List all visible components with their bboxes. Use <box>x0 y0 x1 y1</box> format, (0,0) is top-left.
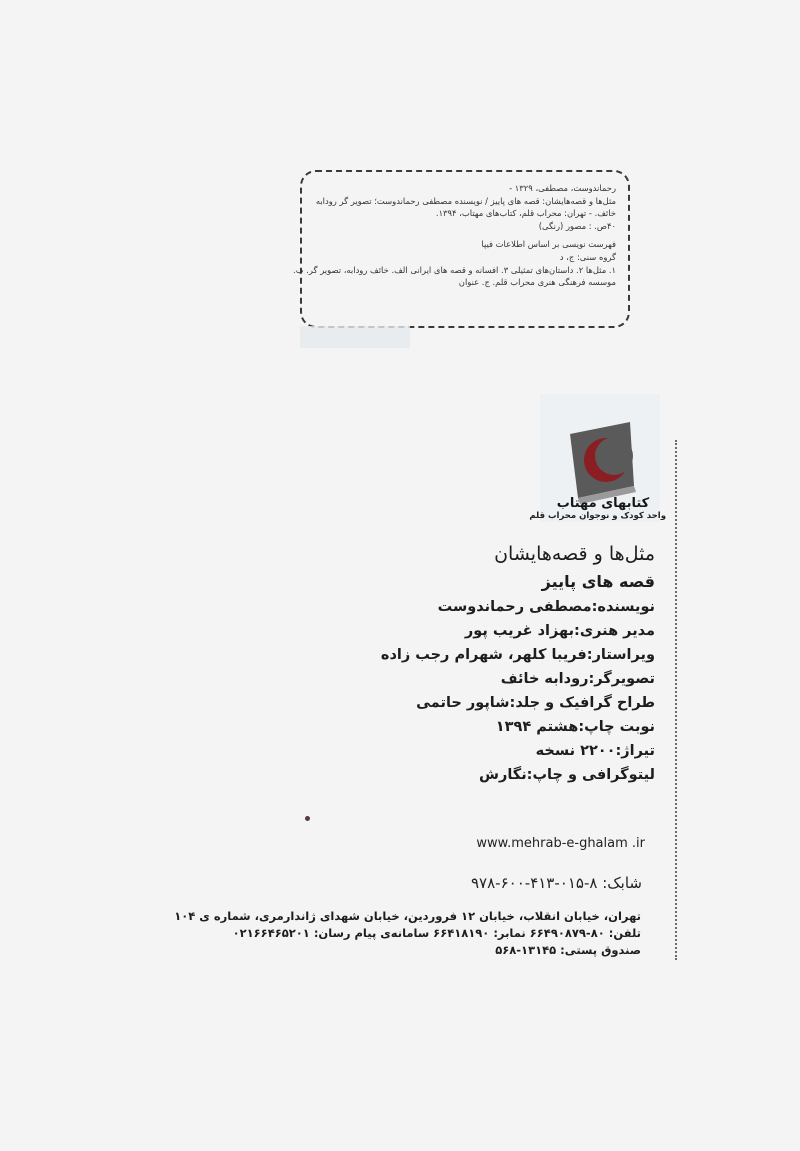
logo-tagline: واحد کودک و نوجوان محراب قلم <box>529 511 666 521</box>
cip-catalog-block <box>293 238 616 288</box>
credit-label: طراح گرافیک و جلد: <box>509 695 655 711</box>
cip-catalog-box <box>293 170 630 328</box>
credit-value: هشتم ۱۳۹۴ <box>495 719 579 735</box>
cip-line: موسسه فرهنگی هنری محراب قلم. ج. عنوان <box>458 277 616 288</box>
cip-line: گروه سنی: ج، د <box>559 251 616 262</box>
credit-label: تیراژ: <box>615 743 655 759</box>
credit-value: شاپور حاتمی <box>416 695 510 711</box>
po-box-line: صندوق پستی: ۱۳۱۴۵-۵۶۸ <box>495 943 641 957</box>
dotted-divider <box>675 440 677 960</box>
credit-label: نوبت چاپ: <box>578 719 655 735</box>
credit-label: مدیر هنری: <box>574 623 655 639</box>
website-link[interactable]: www.mehrab-e-ghalam .ir <box>476 836 645 851</box>
cip-line: رحماندوست، مصطفی، ۱۳۲۹ - <box>509 183 616 193</box>
credit-editor <box>380 643 655 667</box>
credit-value: بهزاد غریب پور <box>464 623 575 639</box>
cip-shadow-smudge <box>300 326 410 348</box>
address-line: تهران، خیابان انقلاب، خیابان ۱۲ فروردین، خیابان شهدای ژاندارمری، شماره ی ۱۰۴ <box>174 909 641 923</box>
credit-value: نگارش <box>478 767 527 783</box>
credit-label: نویسنده: <box>591 599 655 615</box>
credit-author <box>380 595 655 619</box>
cip-line: ۱. مثل‌ها ۲. داستان‌های تمثیلی ۳. افسانه و قصه های ایرانی الف. خائف رودابه، تصویر گر. ب. <box>293 264 616 275</box>
credit-illustrator <box>380 667 655 691</box>
contact-line: تلفن: ۸۰-۶۶۴۹۰۸۷۹ نمابر: ۶۶۴۱۸۱۹۰ سامانه‌ی پیام رسان: ۰۲۱۶۶۴۶۵۲۰۱ <box>232 926 641 940</box>
credit-label: ویراستار: <box>586 647 655 663</box>
cip-line: خائف. - تهران: محراب قلم، کتاب‌های مهتاب، ۱۳۹۴. <box>435 208 616 219</box>
isbn: شابک: ۸-۰۱۵-۴۱۳-۶۰۰-۹۷۸ <box>471 874 642 892</box>
book-title: مثل‌ها و قصه‌هایشان <box>494 543 655 565</box>
cip-line: فهرست نویسی بر اساس اطلاعات فیپا <box>481 239 616 250</box>
cip-line: مثل‌ها و قصه‌هایشان: قصه های پاییز / نویسنده مصطفی رحماندوست؛ تصویر گر رودابه <box>315 195 616 206</box>
credit-value: رودابه خائف <box>500 671 589 687</box>
cip-header-block <box>312 182 616 232</box>
credit-edition <box>380 715 655 739</box>
credit-printing <box>380 763 655 787</box>
ink-speck <box>305 816 310 821</box>
credit-value: فریبا کلهر، شهرام رجب زاده <box>380 647 587 663</box>
credit-print-run <box>380 739 655 763</box>
publisher-address <box>174 908 641 959</box>
book-subtitle: قصه های پاییز <box>541 572 655 591</box>
credit-label: تصویرگر: <box>588 671 655 687</box>
credit-value: مصطفی رحماندوست <box>437 599 592 615</box>
credit-value: ۲۲۰۰ نسخه <box>535 743 616 759</box>
cip-line: ۴۰ص. : مصور (رنگی) <box>538 220 616 231</box>
credits-block <box>380 540 655 787</box>
credit-art-director <box>380 619 655 643</box>
logo-name: کتابهای مهتاب <box>556 496 650 511</box>
credit-designer <box>380 691 655 715</box>
credit-label: لیتوگرافی و چاپ: <box>526 767 655 783</box>
